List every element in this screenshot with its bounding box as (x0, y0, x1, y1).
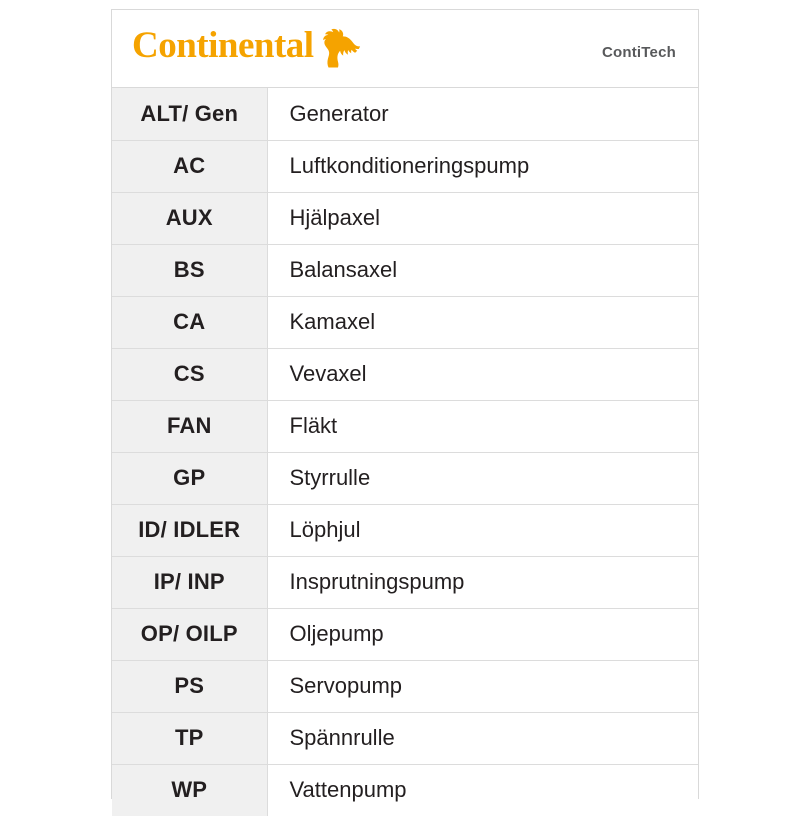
table-row (112, 296, 698, 348)
row-desc: Styrrulle (267, 452, 698, 504)
row-desc: Spännrulle (267, 712, 698, 764)
table-row (112, 504, 698, 556)
brand-wordmark: Continental (132, 25, 314, 66)
row-desc: Vevaxel (267, 348, 698, 400)
continental-logo (132, 26, 364, 73)
row-abbr: AC (112, 140, 267, 192)
row-abbr: FAN (112, 400, 267, 452)
table-row (112, 608, 698, 660)
row-abbr: TP (112, 712, 267, 764)
row-abbr: AUX (112, 192, 267, 244)
table-row (112, 192, 698, 244)
row-desc: Luftkonditioneringspump (267, 140, 698, 192)
abbreviation-table-card (111, 9, 699, 803)
row-desc: Kamaxel (267, 296, 698, 348)
row-abbr: BS (112, 244, 267, 296)
row-desc: Fläkt (267, 400, 698, 452)
row-desc: Insprutningspump (267, 556, 698, 608)
row-desc: Vattenpump (267, 764, 698, 816)
row-desc: Hjälpaxel (267, 192, 698, 244)
row-abbr: WP (112, 764, 267, 816)
row-abbr: IP/ INP (112, 556, 267, 608)
row-desc: Servopump (267, 660, 698, 712)
table-row (112, 556, 698, 608)
table-row (112, 244, 698, 296)
row-abbr: ALT/ Gen (112, 88, 267, 140)
table-row (112, 88, 698, 140)
table-row (112, 348, 698, 400)
abbreviation-table (112, 88, 698, 816)
row-abbr: ID/ IDLER (112, 504, 267, 556)
row-abbr: CS (112, 348, 267, 400)
table-row (112, 452, 698, 504)
horse-logo-icon (318, 26, 364, 73)
row-desc: Balansaxel (267, 244, 698, 296)
row-desc: Löphjul (267, 504, 698, 556)
table-row (112, 140, 698, 192)
row-desc: Oljepump (267, 608, 698, 660)
table-row (112, 400, 698, 452)
table-body (112, 88, 698, 816)
brand-header (112, 10, 698, 88)
row-abbr: OP/ OILP (112, 608, 267, 660)
row-desc: Generator (267, 88, 698, 140)
row-abbr: PS (112, 660, 267, 712)
table-row (112, 764, 698, 816)
table-row (112, 660, 698, 712)
table-row (112, 712, 698, 764)
brand-sub-label: ContiTech (601, 44, 676, 61)
row-abbr: CA (112, 296, 267, 348)
row-abbr: GP (112, 452, 267, 504)
